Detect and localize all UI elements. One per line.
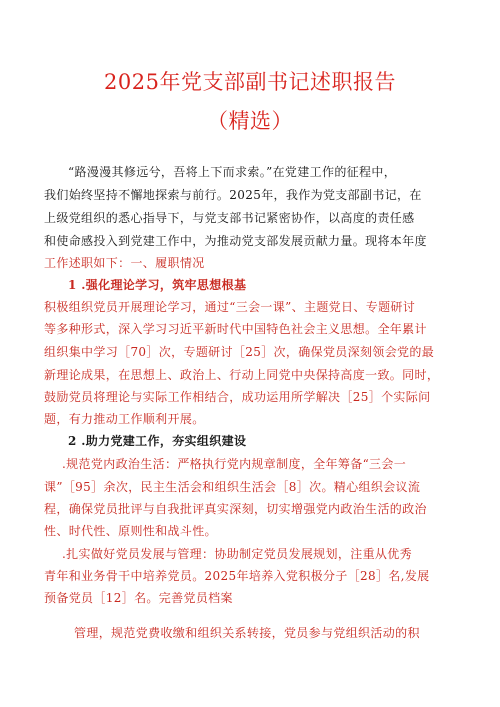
body-line: 我们始终坚持不懈地探索与前行。2025年，我作为党支部副书记，在 — [44, 188, 422, 202]
body-line: 组织集中学习［70］次，专题研讨［25］次，确保党员深刻领会党的最 — [44, 345, 435, 359]
body-line: 工作述职如下：一、履职情况 — [44, 256, 205, 270]
body-line: .规范党内政治生活：严格执行党内规章制度，全年筹备“三会一 — [62, 457, 407, 471]
body-line: 管理，规范党费收缴和组织关系转接，党员参与党组织活动的积 — [74, 626, 420, 640]
body-line: 上级党组织的悉心指导下，与党支部书记紧密协作，以高度的责任感 — [44, 211, 415, 225]
body-line: 预备党员［12］名。完善党员档案 — [44, 591, 233, 605]
section-heading: 1 .强化理论学习，筑牢思想根基 — [68, 278, 247, 292]
section-heading: 2 .助力党建工作，夯实组织建设 — [68, 434, 247, 448]
document-title: 2025年党支部副书记述职报告 — [104, 70, 396, 94]
body-line: 青年和业务骨干中培养党员。2025年培养入党积极分子［28］名,发展 — [44, 569, 430, 583]
body-line: 题，有力推动工作顺利开展。 — [44, 412, 205, 426]
body-line: .扎实做好党员发展与管理：协助制定党员发展规划，注重从优秀 — [62, 547, 412, 561]
body-line: 性、时代性、原则性和战斗性。 — [44, 524, 217, 538]
body-line: 积极组织党员开展理论学习，通过“三会一课”、主题党日、专题研讨 — [44, 300, 416, 314]
body-line: 程，确保党员批评与自我批评真实深刻，切实增强党内政治生活的政治 — [44, 502, 427, 516]
body-line: 鼓励党员将理论与实际工作相结合，成功运用所学解决［25］个实际问 — [44, 390, 431, 404]
body-line: 新理论成果，在思想上、政治上、行动上同党中央保持高度一致。同时， — [44, 368, 440, 382]
body-line: 课”［95］余次，民主生活会和组织生活会［8］次。精心组织会议流 — [44, 480, 421, 494]
body-line: 和使命感投入到党建工作中，为推动党支部发展贡献力量。现将本年度 — [44, 234, 427, 248]
body-line: “路漫漫其修远兮，吾将上下而求索。”在党建工作的征程中， — [68, 165, 397, 179]
document-subtitle: （精选） — [207, 109, 293, 133]
body-line: 等多种形式，深入学习习近平新时代中国特色社会主义思想。全年累计 — [44, 322, 427, 336]
